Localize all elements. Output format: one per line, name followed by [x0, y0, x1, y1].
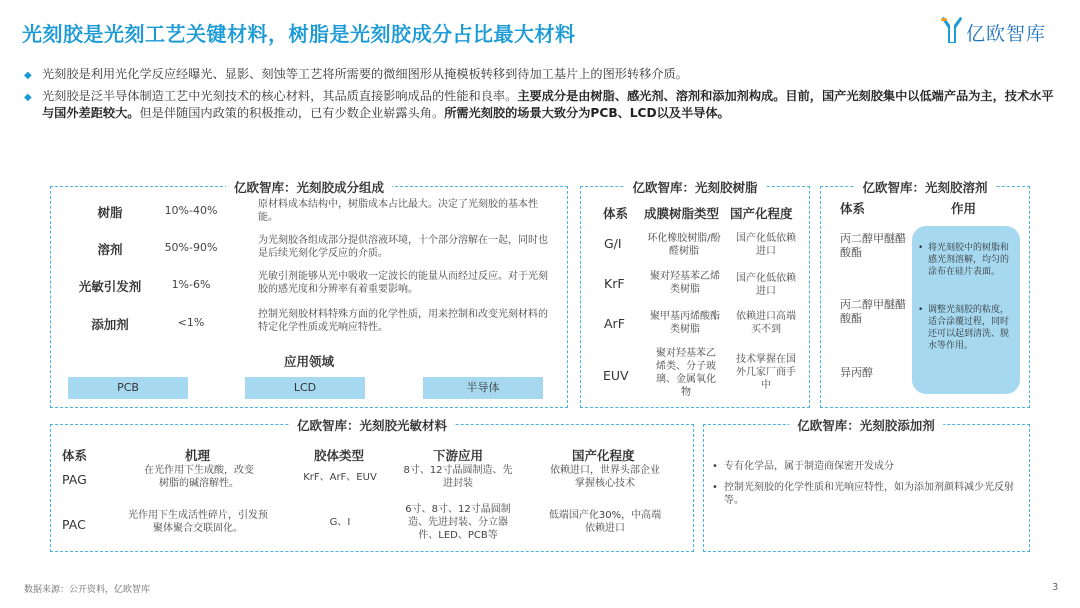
logo-text: 亿欧智库 [966, 23, 1047, 45]
resin-level: 国产化低依赖进口 [736, 273, 796, 297]
solvent-header-system: 体系 [840, 201, 866, 216]
sensitizer-system: PAC [62, 517, 86, 532]
app-pill-semiconductor: 半导体 [423, 377, 543, 399]
bullet-2-mid: 但是伴随国内政策的积极推动，已有少数企业崭露头角。 [139, 106, 445, 120]
solvent-title: 亿欧智库：光刻胶溶剂 [854, 178, 995, 196]
additive-list [712, 460, 1022, 507]
additive-item [712, 481, 1022, 507]
bullet-2 [24, 88, 1060, 123]
bullet-2-bold-1: 主要成分是由树脂、感光剂、溶剂和添加剂构成。目前，国产光刻胶集中以低端产品为主，技术水平与国外差距较大。 [42, 88, 1054, 120]
sensitizer-type: G、I [329, 517, 351, 528]
component-pct: 10%-40% [164, 204, 218, 217]
solvent-item: 丙二醇甲醚醋酸酯 [840, 232, 906, 259]
diamond-icon: ◆ [24, 91, 32, 103]
composition-row [60, 270, 560, 306]
sensitizer-header-application: 下游应用 [433, 448, 484, 463]
additive-title: 亿欧智库：光刻胶添加剂 [789, 416, 943, 434]
bullet-2-bold-2: 所需光刻胶的场景大致分为PCB、LCD以及半导体。 [444, 106, 730, 120]
resin-type: 聚对羟基苯乙烯类、分子玻璃、金属氧化物 [656, 348, 716, 398]
solvent-effect-bubble [912, 226, 1020, 394]
sensitizer-system: PAG [62, 472, 87, 487]
solvent-effect-item [918, 242, 1016, 278]
solvent-item: 丙二醇甲醚醋酸酯 [840, 298, 906, 325]
additive-item-text: 控制光刻胶的化学性质和光响应特性，如为添加剂颜料减少光反射等。 [724, 482, 1014, 506]
sensitizer-title: 亿欧智库：光刻胶光敏材料 [289, 416, 455, 434]
sensitizer-mechanism: 在光作用下生成酸，改变树脂的碱溶解性。 [144, 465, 254, 489]
diamond-icon: ◆ [24, 70, 32, 81]
component-pct: 50%-90% [164, 241, 218, 254]
solvent-header-effect: 作用 [951, 201, 977, 216]
component-desc: 光敏引剂能够从光中吸收一定波长的能量从而经过反应。对于光刻胶的感光度和分辨率有着重要影响。 [258, 271, 548, 295]
resin-header-system: 体系 [603, 206, 629, 221]
sensitizer-header-type: 胶体类型 [314, 448, 365, 463]
source-note: 数据来源：公开资料，亿欧智库 [24, 585, 151, 595]
page-number: 3 [1052, 582, 1059, 593]
sensitizer-header-mechanism: 机理 [185, 448, 211, 463]
solvent-effect-item [918, 304, 1016, 352]
page-title: 光刻胶是光刻工艺关键材料，树脂是光刻胶成分占比最大材料 [22, 22, 576, 46]
resin-level: 技术掌握在国外几家厂商手中 [736, 354, 796, 391]
additive-item [712, 460, 1022, 473]
resin-system: EUV [603, 368, 629, 383]
resin-type: 聚甲基丙烯酸酯类树脂 [650, 311, 720, 335]
sensitizer-level: 低端国产化30%，中高端依赖进口 [548, 510, 662, 534]
component-desc: 控制光刻胶材料特殊方面的化学性质，用来控制和改变光刻材料的特定化学性质或光响应特性。 [258, 309, 548, 333]
resin-header-type: 成膜树脂类型 [644, 206, 720, 221]
app-pill-lcd: LCD [245, 377, 365, 399]
resin-system: G/I [604, 236, 622, 251]
additive-item-text: 专有化学品，属于制造商保密开发成分 [724, 461, 894, 472]
bullet-dot-icon: • [918, 305, 924, 315]
sensitizer-application: 8寸、12寸晶圆制造、先进封装 [403, 465, 513, 489]
component-name: 溶剂 [97, 242, 123, 257]
resin-system: KrF [604, 276, 625, 291]
bullet-1-text: 光刻胶是利用光化学反应经曝光、显影、刻蚀等工艺将所需要的微细图形从掩模板转移到待加工基片上的图形转移介质。 [42, 67, 688, 81]
resin-level: 依赖进口高端买不到 [736, 311, 796, 335]
sensitizer-level: 依赖进口，世界头部企业掌握核心技术 [550, 465, 660, 489]
composition-row [60, 234, 560, 270]
composition-row [60, 308, 560, 344]
application-title: 应用领域 [283, 354, 334, 369]
sensitizer-header-system: 体系 [62, 448, 88, 463]
resin-system: ArF [604, 316, 625, 331]
resin-level: 国产化低依赖进口 [736, 233, 796, 257]
component-name: 树脂 [97, 205, 123, 220]
component-name: 光敏引发剂 [78, 279, 142, 294]
component-desc: 为光刻胶各组成部分提供溶液环境，十个部分溶解在一起，同时也是后续光刻化学反应的介质。 [258, 235, 548, 259]
solvent-effect-text: 将光刻胶中的树脂和感光剂溶解，均匀的涂布在硅片表面。 [928, 243, 1010, 277]
sensitizer-mechanism: 光作用下生成活性碎片，引发预聚体聚合交联固化。 [128, 510, 268, 534]
resin-type: 环化橡胶树脂/酚醛树脂 [647, 233, 721, 257]
sensitizer-application: 6寸、8寸、12寸晶圆制造、先进封装、分立器件、LED、PCB等 [405, 504, 511, 541]
resin-header-level: 国产化程度 [730, 206, 793, 221]
component-pct: <1% [177, 316, 205, 329]
intro-bullets [24, 66, 1060, 127]
component-pct: 1%-6% [171, 278, 211, 291]
bullet-dot-icon: • [712, 482, 718, 493]
sensitizer-type: KrF、ArF、EUV [303, 472, 377, 483]
solvent-item: 异丙醇 [840, 366, 873, 379]
solvent-effect-text: 调整光刻胶的粘度，适合涂覆过程，同时还可以起到清洗、脱水等作用。 [928, 305, 1010, 351]
app-pill-pcb: PCB [68, 377, 188, 399]
resin-title: 亿欧智库：光刻胶树脂 [624, 178, 765, 196]
bullet-dot-icon: • [918, 243, 924, 253]
bullet-1 [24, 66, 1060, 84]
resin-type: 聚对羟基苯乙烯类树脂 [650, 271, 720, 295]
composition-title: 亿欧智库：光刻胶成分组成 [226, 178, 392, 196]
logo [940, 16, 1065, 46]
component-name: 添加剂 [91, 317, 129, 332]
component-desc: 原材料成本结构中，树脂成本占比最大。决定了光刻胶的基本性能。 [258, 199, 538, 223]
composition-row [60, 198, 560, 234]
bullet-2-text: 光刻胶是泛半导体制造工艺中光刻技术的核心材料，其品质直接影响成品的性能和良率。 [42, 88, 518, 103]
bullet-dot-icon: • [712, 461, 718, 472]
sensitizer-header-level: 国产化程度 [572, 448, 635, 463]
logo-mark-icon [940, 16, 964, 44]
